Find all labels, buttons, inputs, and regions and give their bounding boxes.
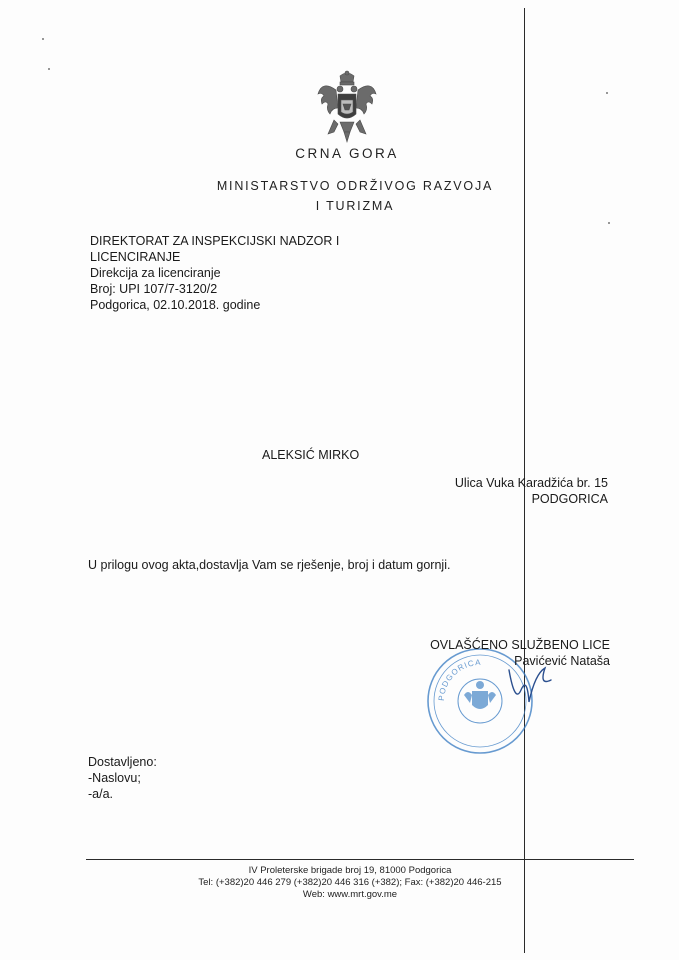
delivery-item: -Naslovu; [88,771,141,785]
recipient-city: PODGORICA [531,492,608,506]
coat-of-arms-icon [316,70,378,144]
reference-number: Broj: UPI 107/7-3120/2 [90,282,218,296]
footer-contact [150,865,550,901]
signatory-title: OVLAŠĆENO SLUŽBENO LICE [430,638,610,652]
footer-web: Web: www.mrt.gov.me [302,889,398,900]
letter-body: U prilogu ovog akta,dostavlja Vam se rješenje, broj i datum gornji. [88,558,451,572]
delivery-item: -a/a. [88,787,114,801]
directorate-line: LICENCIRANJE [90,250,181,264]
footer-phones: Tel: (+382)20 446 279 (+382)20 446 316 (+382); Fax: (+382)20 446-215 [198,877,502,888]
scan-speck [608,222,610,224]
recipient-address [380,475,608,507]
sender-block [90,233,390,313]
ministry-name [200,176,510,216]
footer-address: IV Proleterske brigade broj 19, 81000 Podgorica [248,865,452,876]
ministry-name-line: MINISTARSTVO ODRŽIVOG RAZVOJA [216,179,494,193]
recipient-name: ALEKSIĆ MIRKO [262,448,360,462]
signatory-block [400,637,610,669]
country-name: CRNA GORA [295,146,399,161]
delivery-list [88,754,157,802]
directorate-line: DIREKTORAT ZA INSPEKCIJSKI NADZOR I [90,234,340,248]
scan-speck [48,68,50,70]
ministry-name-line: I TURIZMA [315,199,395,213]
scan-speck [42,38,44,40]
place-and-date: Podgorica, 02.10.2018. godine [90,298,261,312]
signatory-name: Pavićević Nataša [514,654,610,668]
handwritten-signature-icon [505,664,565,710]
department-name: Direkcija za licenciranje [90,266,221,280]
delivery-label: Dostavljeno: [88,755,157,769]
scan-speck [606,92,608,94]
stamp-text: PODGORICA [436,657,482,702]
footer-divider [86,859,634,860]
recipient-street: Ulica Vuka Karadžića br. 15 [454,476,608,490]
